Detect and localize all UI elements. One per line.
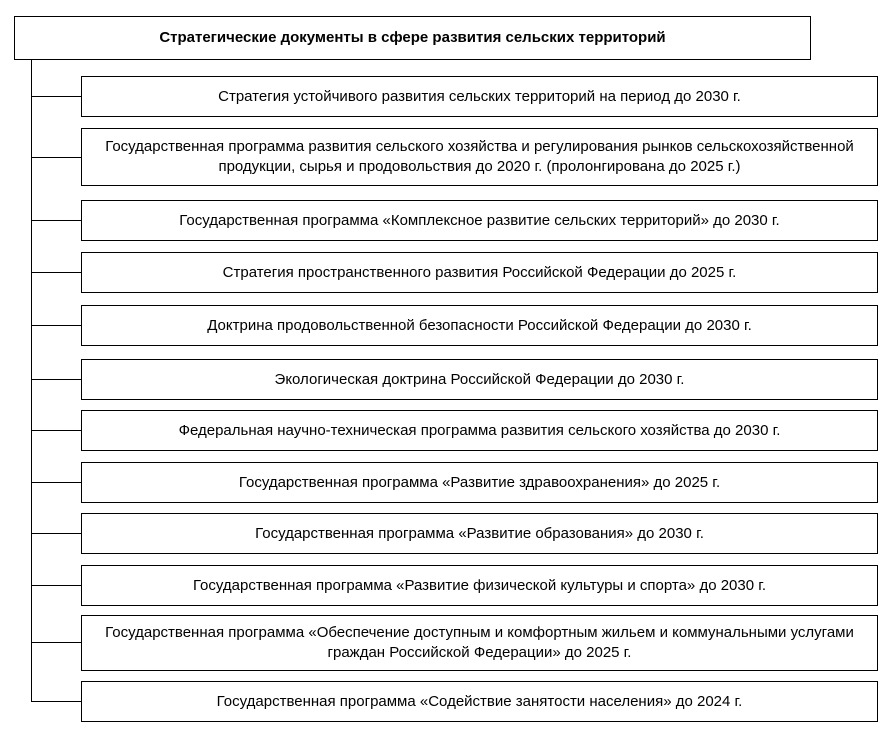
branch-line xyxy=(31,379,81,380)
document-box-4 xyxy=(81,252,878,293)
document-box-10 xyxy=(81,565,878,606)
branch-line xyxy=(31,220,81,221)
document-label: Государственная программа «Развитие образования» до 2030 г. xyxy=(255,524,704,542)
document-box-2 xyxy=(81,128,878,186)
document-label: Доктрина продовольственной безопасности Российской Федерации до 2030 г. xyxy=(207,316,752,334)
branch-line xyxy=(31,642,81,643)
branch-line xyxy=(31,96,81,97)
diagram-header-box xyxy=(14,16,811,60)
document-label: Федеральная научно-техническая программа развития сельского хозяйства до 2030 г. xyxy=(178,421,781,439)
document-label: Государственная программа «Обеспечение доступным и комфортным жильем и коммунальными услугами граждан Российской Федерации» до 2025 г. xyxy=(105,624,854,661)
document-box-7 xyxy=(81,410,878,451)
document-box-3 xyxy=(81,200,878,241)
branch-line xyxy=(31,701,81,702)
document-box-9 xyxy=(81,513,878,554)
document-box-12 xyxy=(81,681,878,722)
document-label: Экологическая доктрина Российской Федерации до 2030 г. xyxy=(274,370,685,388)
document-box-11 xyxy=(81,615,878,671)
document-label: Государственная программа «Комплексное развитие сельских территорий» до 2030 г. xyxy=(179,211,780,229)
document-box-6 xyxy=(81,359,878,400)
document-box-1 xyxy=(81,76,878,117)
document-label: Государственная программа «Развитие физической культуры и спорта» до 2030 г. xyxy=(192,576,767,594)
diagram-title: Стратегические документы в сфере развития сельских территорий xyxy=(159,29,666,46)
branch-line xyxy=(31,533,81,534)
document-box-8 xyxy=(81,462,878,503)
document-box-5 xyxy=(81,305,878,346)
branch-line xyxy=(31,325,81,326)
document-label: Стратегия пространственного развития Российской Федерации до 2025 г. xyxy=(222,263,737,281)
branch-line xyxy=(31,430,81,431)
branch-line xyxy=(31,157,81,158)
branch-line xyxy=(31,482,81,483)
document-label: Стратегия устойчивого развития сельских территорий на период до 2030 г. xyxy=(218,87,741,105)
document-label: Государственная программа «Развитие здравоохранения» до 2025 г. xyxy=(238,473,721,491)
branch-line xyxy=(31,272,81,273)
branch-line xyxy=(31,585,81,586)
document-label: Государственная программа «Содействие занятости населения» до 2024 г. xyxy=(216,692,743,710)
document-label: Государственная программа развития сельского хозяйства и регулирования рынков сельскохозяйственной продукции, сырья и продовольствия до 2020 г. (пролонгирована до 2025 г.) xyxy=(105,138,854,175)
